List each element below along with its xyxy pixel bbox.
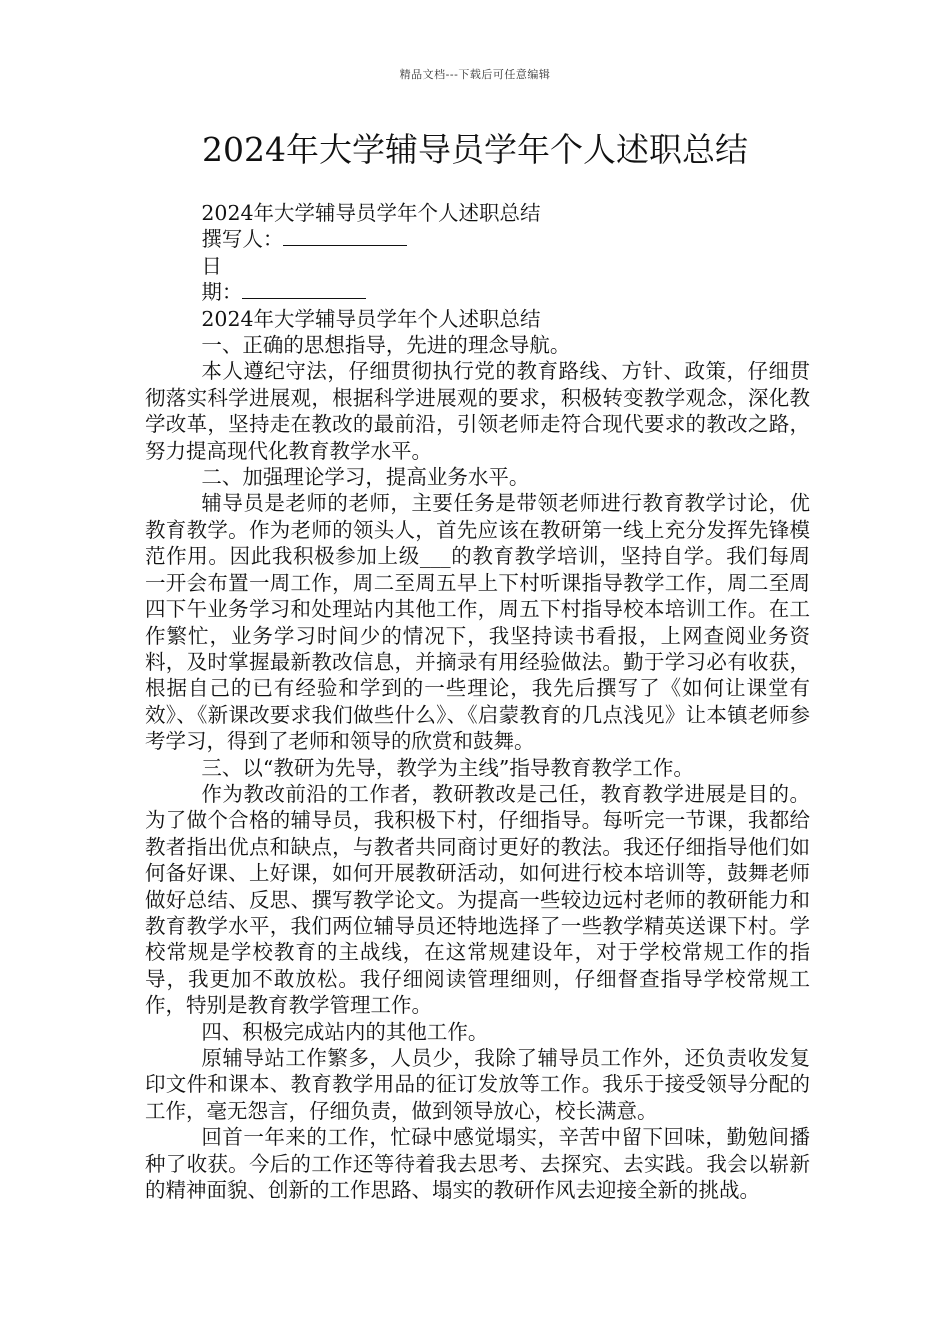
subtitle: 2024年大学辅导员学年个人述职总结 [201,201,541,225]
author-label: 撰写人： [201,227,284,252]
date-line [145,279,810,305]
author-blank [283,227,407,246]
paragraph-1: 本人遵纪守法，仔细贯彻执行党的教育路线、方针、政策，仔细贯彻落实科学进展观，根据科学进展观的要求，积极转变教学观念，深化教学改革，坚持走在教改的最前沿，引领老师走符合现代要求的教改之路，努力提高现代化教育教学水平。 [145,359,810,463]
author-line [145,226,810,252]
section-heading-4: 四、积极完成站内的其他工作。 [201,1019,489,1044]
date-label: 期： [201,280,243,305]
paragraph-2: 辅导员是老师的老师，主要任务是带领老师进行教育教学讨论，优教育教学。作为老师的领头人，首先应该在教研第一线上充分发挥先锋模范作用。因此我积极参加上级___的教育教学培训，坚持自学。我们每周一开会布置一周工作，周二至周五早上下村听课指导教学工作，周二至周四下午业务学习和处理站内其他工作，周五下村指导校本培训工作。在工作繁忙，业务学习时间少的情况下，我坚持读书看报，上网查阅业务资料，及时掌握最新教改信息，并摘录有用经验做法。勤于学习必有收获，根据自己的已有经验和学到的一些理论，我先后撰写了《如何让课堂有效》、《新课改要求我们做些什么》、《启蒙教育的几点浅见》让本镇老师参考学习，得到了老师和领导的欣赏和鼓舞。 [145,491,810,754]
section-heading-1: 一、正确的思想指导，先进的理念导航。 [201,333,571,358]
section-heading-3: 三、以“教研为先导，教学为主线”指导教育教学工作。 [201,755,694,780]
date-blank [242,280,366,299]
document-body [145,200,810,1203]
title-repeat: 2024年大学辅导员学年个人述职总结 [201,306,541,331]
header-watermark: 精品文档---下载后可任意编辑 [399,68,551,81]
date-label-line-1: 日 [201,253,222,278]
section-heading-2: 二、加强理论学习，提高业务水平。 [201,465,530,490]
paragraph-4: 原辅导站工作繁多，人员少，我除了辅导员工作外，还负责收发复印文件和课本、教育教学用品的征订发放等工作。我乐于接受领导分配的工作，毫无怨言，仔细负责，做到领导放心，校长满意。 [145,1046,810,1123]
paragraph-3: 作为教改前沿的工作者，教研教改是己任，教育教学进展是目的。为了做个合格的辅导员，我积极下村，仔细指导。每听完一节课，我都给教者指出优点和缺点，与教者共同商讨更好的教法。我还仔细指导他们如何备好课、上好课，如何开展教研活动，如何进行校本培训等，鼓舞老师做好总结、反思、撰写教学论文。为提高一些较边远村老师的教研能力和教育教学水平，我们两位辅导员还特地选择了一些教学精英送课下村。学校常规是学校教育的主战线，在这常规建设年，对于学校常规工作的指导，我更加不敢放松。我仔细阅读管理细则，仔细督查指导学校常规工作，特别是教育教学管理工作。 [145,781,810,1018]
paragraph-5: 回首一年来的工作，忙碌中感觉塌实，辛苦中留下回味，勤勉间播种了收获。今后的工作还等待着我去思考、去探究、去实践。我会以崭新的精神面貌、创新的工作思路、塌实的教研作风去迎接全新的挑战。 [145,1125,810,1203]
document-title: 2024年大学辅导员学年个人述职总结 [202,130,748,169]
